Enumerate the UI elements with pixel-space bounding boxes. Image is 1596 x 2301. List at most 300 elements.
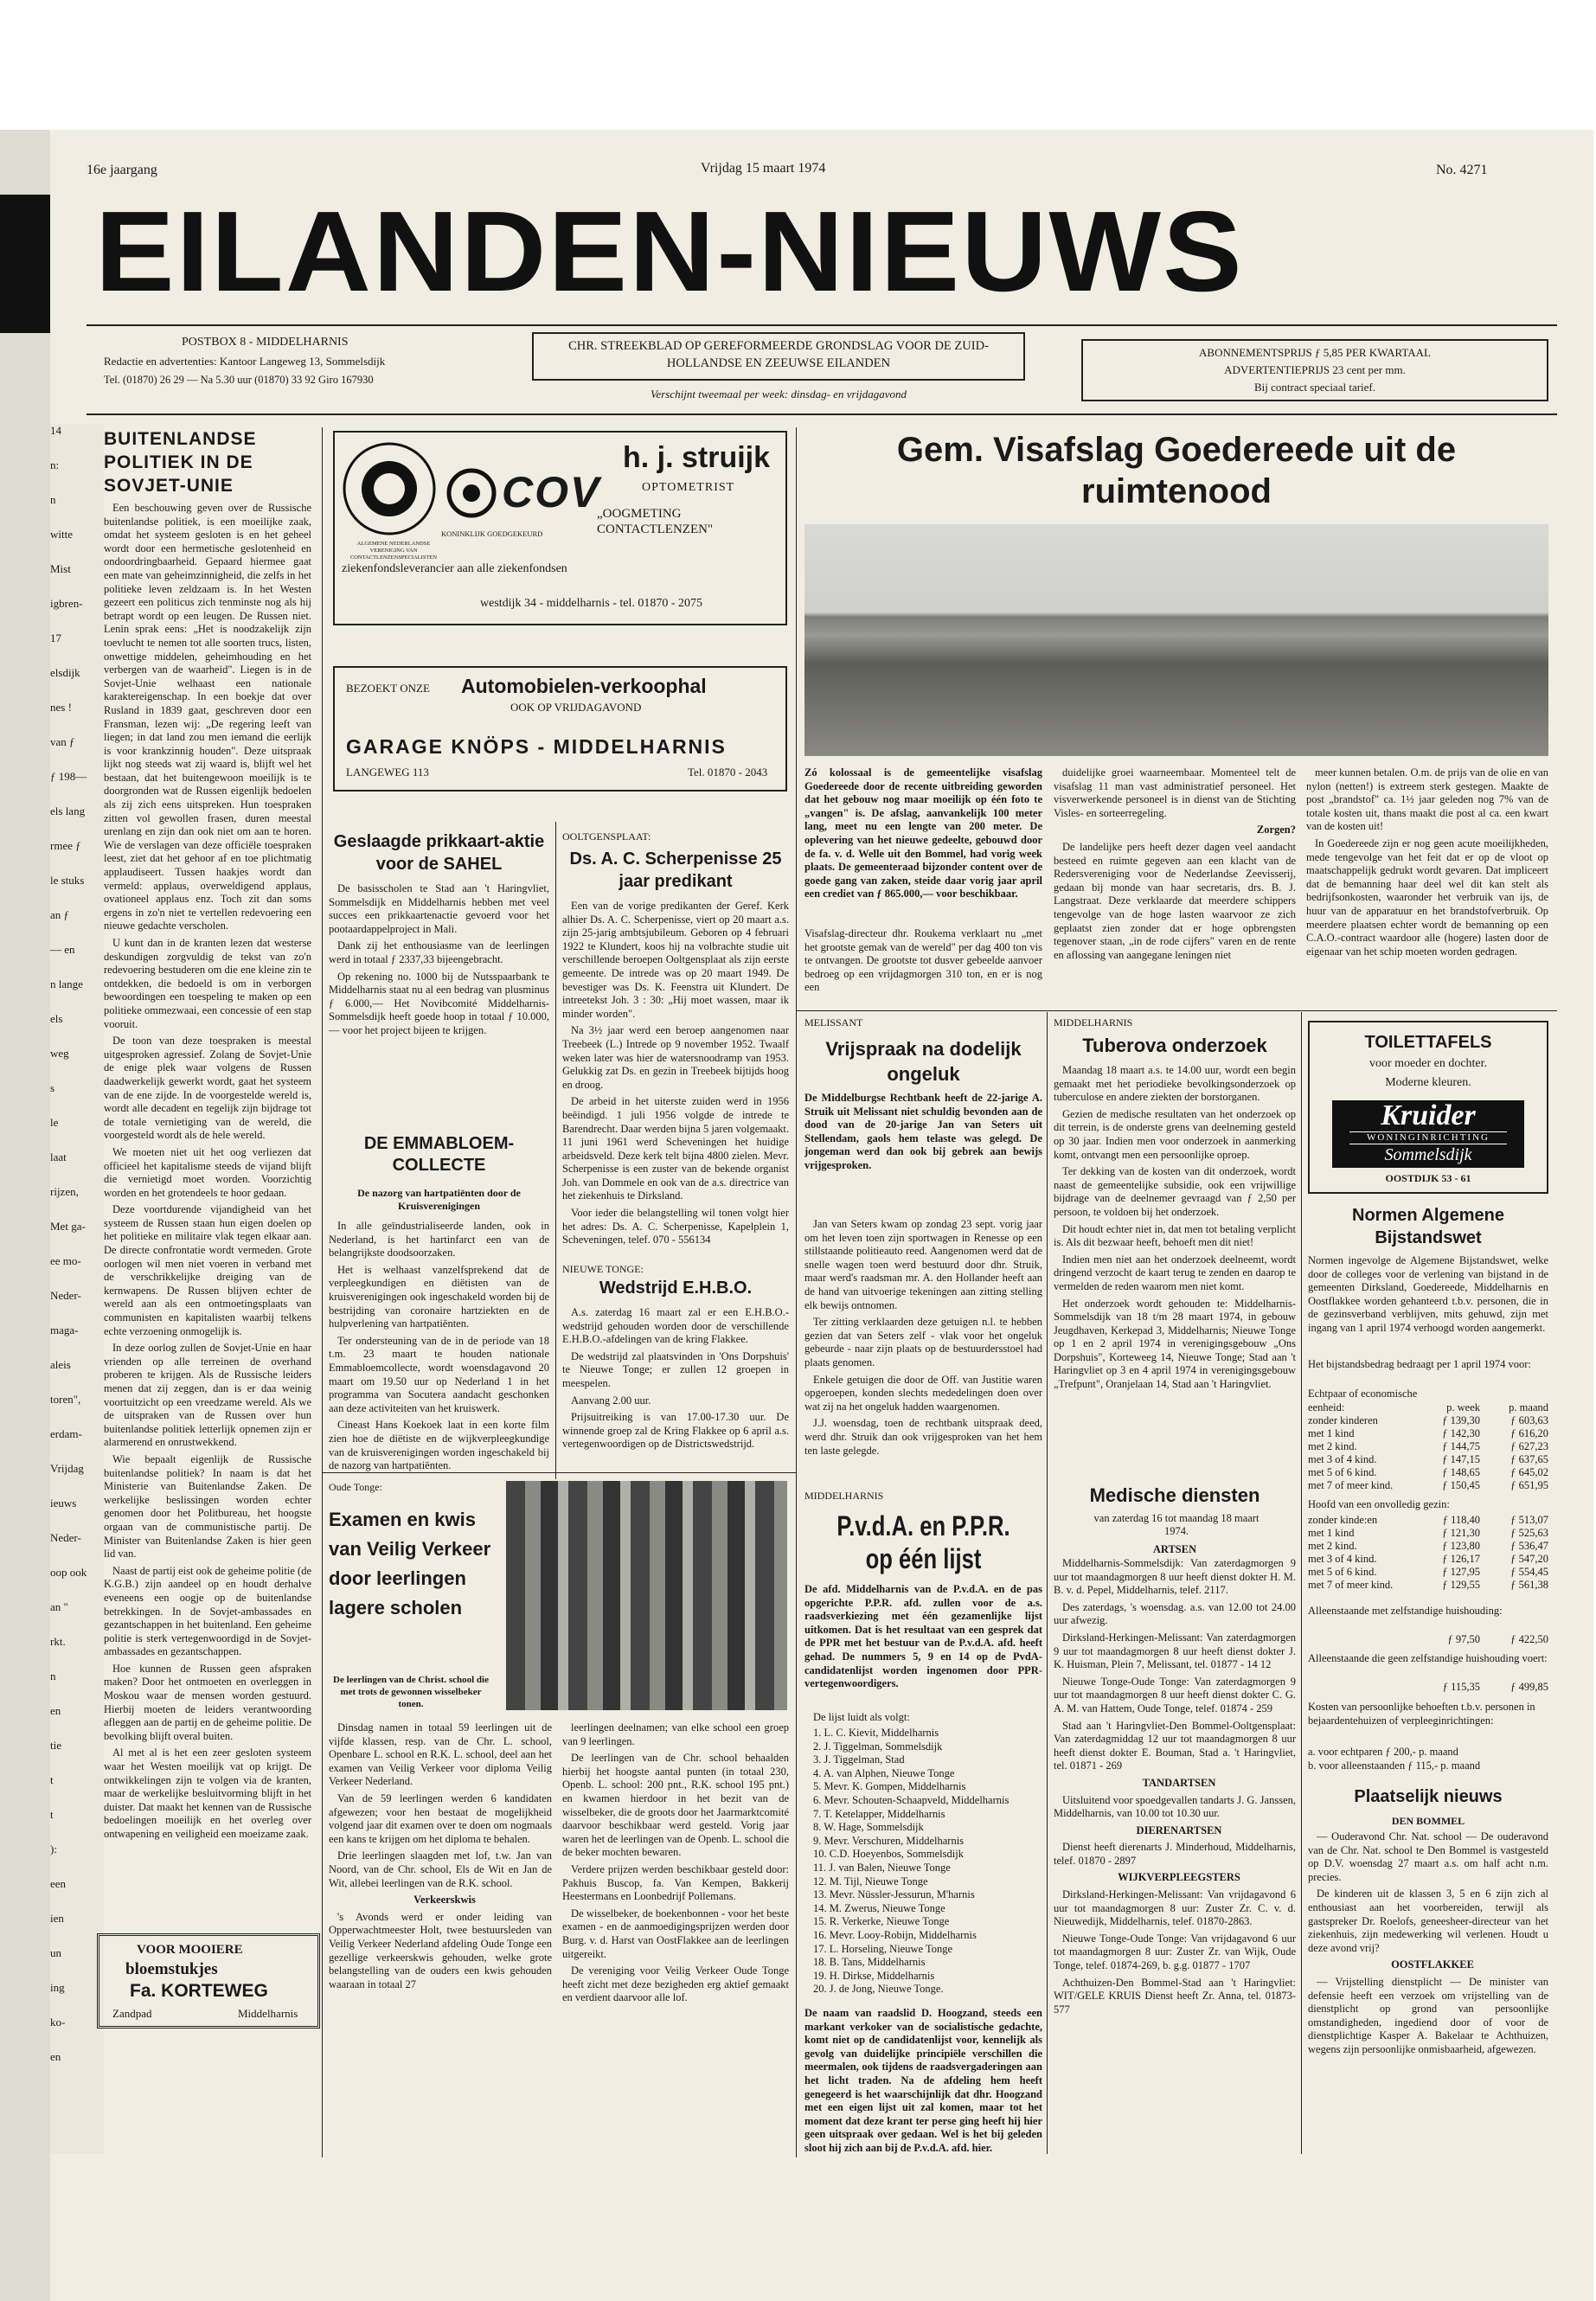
medische-period: van zaterdag 16 tot maandag 18 maart 1974.	[1093, 1512, 1259, 1537]
scherpenisse-p1: Een van de vorige predikanten der Geref. Kerk alhier Ds. A. C. Scherpenisse, viert op 20 maart a.s. zijn 25-jarig ambtsjubileum. Geboren op 4 februari 1922 te Klundert, koos hij na volbrachte studie uit verschillende beroepen Ooltgensplaat als zijn eerste gemeente. De intrede was op 20 maart 1949. De bevestiger was Ds. K. Feenstra uit Klundert. De intreetekst Joh. 3 : 30: „Hij moet wassen, maar ik minder worden".	[562, 900, 789, 1020]
visafslag-p1: Visafslag-directeur dhr. Roukema verklaart nu „met het grootste gemak van de wereld" per dag 400 ton vis te ontvangen. De grootste tot dusver gebeelde aanvoer bedroeg op een vrijdagmorgen 310 ton, en er is nog een	[804, 927, 1042, 994]
pvda-headline: P.v.d.A. en P.P.R. op één lijst	[836, 1510, 1010, 1574]
edge-fragment: rijzen,	[50, 1185, 79, 1198]
table-cell: ƒ 627,23	[1510, 1440, 1548, 1452]
bijstand-row-c	[1308, 1633, 1548, 1646]
postbox: POSTBOX 8 - MIDDELHARNIS	[182, 336, 349, 349]
table-cell: ƒ 118,40	[1442, 1514, 1480, 1526]
cov-logo-text: COV	[502, 468, 601, 516]
prikkaart-headline: Geslaagde prikkaart-aktie voor de SAHEL	[333, 832, 545, 874]
table-cell: ƒ 547,20	[1510, 1553, 1548, 1565]
edge-fragment: laat	[50, 1150, 67, 1163]
issue-date: Vrijdag 15 maart 1974	[701, 161, 826, 176]
kruider-address: OOSTDIJK 53 - 61	[1385, 1172, 1471, 1184]
list-item: 8. W. Hage, Sommelsdijk	[813, 1821, 924, 1834]
garage-name: GARAGE KNÖPS - MIDDELHARNIS	[346, 735, 727, 758]
table-cell: ƒ 422,50	[1510, 1633, 1548, 1645]
edge-fragment: ee mo-	[50, 1254, 81, 1267]
article1-p10: Al met al is het een zeer gesloten systeem waar het Westen moeilijk vat op krijgt. De ontwikkelingen zijn te volgen via de kranten, maar de werkelijke besluitvorming blijft in het duister. Dat maakt het kennen van de Russische bedoelingen moeilijk en het overleg over ontwapening en veiligheid een moeizame zaak.	[104, 1747, 311, 1840]
struijk-name: h. j. struijk	[623, 441, 771, 474]
medische-p4: Nieuwe Tonge-Oude Tonge: Van zaterdagmorgen 9 uur tot maandagmorgen 8 uur heeft dienst dokter C. G. A. M. van Hattem, Oude Tonge, telef. 01874 - 259	[1054, 1675, 1296, 1715]
table-row	[1308, 1540, 1548, 1553]
table-cell: ƒ 144,75	[1442, 1440, 1480, 1452]
table-row	[1308, 1633, 1548, 1646]
column-rule-1	[322, 427, 323, 2157]
garage-street: LANGEWEG 113	[346, 766, 429, 779]
visafslag-caption: Zó kolossaal is de gemeentelijke visafslag Goedereede door de recente uitbreiding geworden dat het gebouw nog maar moeilijk op één foto te „vangen" is. De afslag, aanvankelijk 100 meter lang, meet nu een lengte van 200 meter. De oplevering van het nieuwe gedeelte, gebouwd door de fa. v. d. Welle uit den Bommel, had vorig week plaats. De gemeenteraad bijzonder content over de goede gang van zaken, steide daar vorig jaar april een crediet van ƒ 865.000,— voor beschikbaar.	[804, 766, 1042, 901]
ehbo-p1: A.s. zaterdag 16 maart zal er een E.H.B.O.-wedstrijd gehouden worden door de verschillende E.H.B.O.-afdelingen van de kring Flakkee.	[562, 1306, 789, 1346]
medische-artsen: ARTSEN	[1152, 1543, 1197, 1555]
ehbo-p3: Aanvang 2.00 uur.	[571, 1394, 651, 1407]
ehbo-p4: Prijsuitreiking is van 17.00-17.30 uur. De winnende groep zal de Kring Flakkee op 6 april a.s. vertegenwoordigen op de Districtswedstrijd.	[562, 1411, 789, 1451]
vrijspraak-p3: Enkele getuigen die door de Off. van Justitie waren opgeroepen, konden slechts mededelingen doen over wat zij na het ongeluk hadden waargenomen.	[804, 1373, 1042, 1413]
binding-mark-top	[0, 195, 50, 333]
table-cell: ƒ 536,47	[1510, 1540, 1548, 1552]
edge-fragment: en	[50, 1704, 61, 1717]
issue-number: No. 4271	[1436, 163, 1488, 177]
plaatselijk-p2: De kinderen uit de klassen 3, 5 en 6 zijn zich al enthousiast aan het voorbereiden, terwijl als gastspreker Dr. Roelofs, geneesheer-directeur van het ziekenhuis, zijn medewerking wil verlenen. Houdt u deze avond vrij?	[1308, 1888, 1548, 1954]
tuberova-p3: Ter dekking van de kosten van dit onderzoek, wordt naast de gemeentelijke subsidie, ook een vrijwillige bijdrage van de deelnemer gevraagd van ƒ 2,50 per persoon, te voldoen bij het onderzoek.	[1054, 1165, 1296, 1218]
article1-p4: We moeten niet uit het oog verliezen dat officieel het kapitalisme steeds de vijand blijft die vernietigd moet worden. Voorzichtig worden en het grotendeels te hoor gedaan.	[104, 1145, 311, 1199]
vrijspraak-lead: De Middelburgse Rechtbank heeft de 22-jarige A. Struik uit Melissant niet schuldig bevonden aan de dood van de 20-jarige Jan van Seters uit Stellendam, gaols hem telaste was gelegd. De jongeman werd dan ook bij gebrek aan bewijs vrijgesproken.	[804, 1092, 1042, 1171]
examen-p10: De vereniging voor Veilig Verkeer Oude Tonge heeft zicht met deze bezigheden erg aktief gemaakt en verdient daarvoor alle lof.	[562, 1965, 789, 2004]
vrijspraak-p2: Ter zitting verklaarden deze getuigen n.l. te hebben gezien dat van Seters zelf - vlak voor het ongeluk gebeurde - naar zijn plaats op de bestuurdersstoel had plaats genomen.	[804, 1316, 1042, 1368]
list-item: 6. Mevr. Schouten-Schaapveld, Middelharnis	[813, 1793, 1010, 1806]
article1-p3: De toon van deze toespraken is meestal uitgesproken agressief. Zolang de Sovjet-Unie de enige plek waar volgens de Russen daadwerkelijk gewerkt wordt, gaat het systeem van de ene zijde. In de voorgestelde wereld is, wordt alle decadent en tegelijk zijn bijdrage tot de totale vernietiging van de wereld, die voorgesteld wordt als de hele wereld.	[104, 1035, 311, 1142]
edge-fragment: aleis	[50, 1358, 71, 1371]
article1-p9: Hoe kunnen de Russen geen afspraken maken? Door het ontmoeten en overleggen in Moskou waar de mensen worden gestuurd. Hierbij moeten de leiders verantwoording afleggen aan de partij en de geheime politie. De bevolking blijft overal buiten.	[104, 1662, 311, 1742]
kruider-town: Sommelsdijk	[1384, 1145, 1472, 1164]
visafslag-p4: meer kunnen betalen. O.m. de prijs van de olie en van nylon (netten!) is extreem sterk gestegen. Maakte de post „brandstof" ca. 1½ jaar geleden nog 7% van de totale kosten uit, thans maakt die post al ca. een kwart van de kosten uit!	[1306, 766, 1548, 833]
medische-body	[1054, 1557, 1296, 2154]
scherpenisse-body	[562, 900, 789, 1254]
struijk-title: OPTOMETRIST	[642, 481, 735, 494]
table-cell	[1308, 1681, 1412, 1694]
list-item: 9. Mevr. Verschuren, Middelharnis	[813, 1834, 965, 1847]
table-cell: ƒ 121,30	[1442, 1527, 1480, 1539]
visafslag-headline: Gem. Visafslag Goedereede uit de ruimtenood	[896, 431, 1457, 510]
table-cell: met 5 of 6 kind.	[1308, 1566, 1377, 1578]
column-rule-3	[555, 822, 556, 1479]
edge-fragment: maga-	[50, 1324, 79, 1336]
volume: 16e jaargang	[87, 163, 157, 177]
ehbo-headline: Wedstrijd E.H.B.O.	[599, 1279, 753, 1298]
table-cell: ƒ 129,55	[1442, 1579, 1480, 1591]
bijstand-section-d: Alleenstaande die geen zelfstandige huishouding voert:	[1308, 1652, 1548, 1664]
table-row	[1308, 1514, 1548, 1527]
struijk-fund: ziekenfondsleverancier aan alle ziekenfondsen	[342, 562, 567, 575]
table-row	[1308, 1579, 1548, 1592]
bijstand-row-e2: b. voor alleenstaanden ƒ 115,- p. maand	[1308, 1759, 1481, 1772]
table-cell: met 7 of meer kind.	[1308, 1479, 1394, 1491]
phone-line: Tel. (01870) 26 29 — Na 5.30 uur (01870) 33 92 Giro 167930	[104, 374, 374, 386]
medische-p5: Stad aan 't Haringvliet-Den Bommel-Ooltgensplaat: Van zaterdagmiddag 12 uur tot maandagmorgen 8 uur heeft dienst dokter E. Bouman, Stad a. 't Haringvliet, tel. 01871 - 269	[1054, 1719, 1296, 1772]
table-row	[1308, 1527, 1548, 1540]
garage-visit: BEZOEKT ONZE	[346, 682, 430, 695]
table-cell: ƒ 525,63	[1510, 1527, 1548, 1539]
table-cell: zonder kinderen	[1308, 1414, 1378, 1426]
edge-fragment: tie	[50, 1739, 61, 1752]
row-rule-1	[796, 1010, 1557, 1011]
vrijspraak-headline: Vrijspraak na dodelijk ongeluk	[825, 1038, 1022, 1085]
table-row	[1308, 1440, 1548, 1453]
plaatselijk-headline: Plaatselijk nieuws	[1354, 1787, 1503, 1806]
edge-fragment: Neder-	[50, 1531, 81, 1544]
edge-fragment: n	[50, 1670, 56, 1682]
visafslag-body-3	[1306, 766, 1548, 1009]
garage-phone: Tel. 01870 - 2043	[688, 766, 768, 779]
examen-p3: Drie leerlingen slaagden met lof, t.w. Jan van Noord, van de Chr. school, Els de Wit en Jan de Wit, allebei leerlingen van de R.K. school.	[329, 1849, 552, 1889]
edge-fragment: an "	[50, 1600, 68, 1613]
prikkaart-body	[329, 882, 549, 1142]
ad-korteweg-line2: bloemstukjes	[125, 1960, 218, 1978]
table-row	[1308, 1427, 1548, 1440]
visafslag-p5: In Goedereede zijn er nog geen acute moeilijkheden, mede tengevolge van het feit dat er op de vloot op maatschappelijk gedrukt wordt gevaren. Dat impliceert dat de bemanning haar deel wel dit kan stelt als bedrijfsonkosten, waaronder het verbruik van ijs, de huur van de apparatuur en het brandstofverbruik. Op meerdere plaatsen echter wordt de bemanning op een C.A.O.-contract waardoor alle (hogere) lasten door de eigenaar van het schip moeten worden gedragen.	[1306, 836, 1548, 958]
table-cell: ƒ 142,30	[1442, 1427, 1480, 1439]
table-cell: ƒ 651,95	[1510, 1479, 1548, 1491]
prikkaart-p2: Dank zij het enthousiasme van de leerlingen werd in totaal ƒ 2337,33 bijeengebracht.	[329, 939, 549, 965]
plaatselijk-p3: — Vrijstelling dienstplicht — De minister van defensie heeft een verzoek om vrijstelling van de dienstplicht op grond van persoonlijke omstandigheden, ingediend door of voor de dienstplichtige Kasper A. Bakelaar te Achthuizen, wegens zijn persoonlijke onmisbaarheid, afgewezen.	[1308, 1975, 1548, 2055]
table-header-cell: p. maand	[1509, 1401, 1548, 1413]
article1-p2: U kunt dan in de kranten lezen dat westerse deskundigen zorgvuldig de tekst van zo'n redevoering bestuderen om die ene kleine zin te ontdekken, die bedoeld is om in verborgen bewoordingen een toespeling te maken op een politieke ommezwaai, een concessie of een stap vooruit.	[104, 937, 311, 1030]
vrijspraak-p4: J.J. woensdag, toen de rechtbank uitspraak deed, werd dhr. Struik dan ook vrijgesproken van het hem ten laste gelegde.	[804, 1417, 1042, 1457]
examen-p9: De wisselbeker, de boekenbonnen - voor het beste examen - en de aanmoedigingsprijzen werden door Burg. v. d. Harst van OostFlakkee aan de leerlingen uitgereikt.	[562, 1907, 789, 1960]
table-cell: ƒ 561,38	[1510, 1579, 1548, 1591]
emmabloem-p4: Cineast Hans Koekoek laat in een korte film zien hoe de diëtiste en de wijkverpleegkundige van de kruisverenigingen worden ingeschakeld bij de nazorg van hartpatiënten.	[329, 1419, 549, 1472]
pvda-lead: De afd. Middelharnis van de P.v.d.A. en de pas opgerichte P.P.R. afd. zullen voor de a.s. raadsverkiezing met één gezamenlijke lijst uitkomen. Dat is het resultaat van een gesprek dat de PPR met het bestuur van de P.v.d.A. afd. heeft gehad. De nummers 5, 9 en 14 op de PvdA-candidatenlijst worden ingenomen door PPR-vertegenwoordigers.	[804, 1583, 1042, 1690]
list-item: 1. L. C. Kievit, Middelharnis	[813, 1727, 939, 1739]
edge-fragments	[50, 424, 104, 2154]
table-cell: met 1 kind	[1308, 1427, 1355, 1439]
table-cell: ƒ 513,07	[1510, 1514, 1548, 1526]
pvda-label: MIDDELHARNIS	[804, 1490, 884, 1502]
medische-p12: Nieuwe Tonge-Oude Tonge: Van vrijdagavond 6 uur tot maandagmorgen 8 uur: Zuster Zr. van Wijk, Oude Tonge, telef. 01874-269, b. g.g. 01877 - 1707	[1054, 1932, 1296, 1972]
examen-p8: Verdere prijzen werden beschikbaar gesteld door: Pakhuis Buscop, fa. Van Kempen, Bakkerij Heestermans en Loonbedrijf Pollemans.	[562, 1862, 789, 1903]
edge-fragment: oop ook	[50, 1566, 87, 1579]
medische-headline: Medische diensten	[1089, 1484, 1260, 1506]
article1-p1: Een beschouwing geven over de Russische buitenlandse politiek, is een moeilijke zaak, omdat het systeem gesloten is en het geheel wordt door een hermetische geslotenheid en ondoordringbaarheid. Gepaard hiermee gaat een mate van geheimzinnigheid, die zelfs in het politieke leven zeldzaam is. In het Westen gezeert een politicus zich tenminste nog als hij betrapt wordt op een leugen. De Russen niet. Lenin sprak eens: „Het is noodzakelijk zijn toevlucht te nemen tot alle soorten trucs, listen, onwettige middelen, geheimhouding en het verbergen van de waarheid". Liegen is in de Sovjet-Unie welhaast een nationale karaktereigenschap. In een boekje dat over Rusland in 1839 gaat, geschreven door een Fransman, lezen wij: „De regering leeft van liegen; in dat land zou men iemand die eerlijk is voor krankzinnig houden". Deze uitspraak lijkt nog steeds wat zij waard is, blijft wel het bestaan, dat het buitengewoon moeilijk is te doorgronden wat de Russen eigenlijk bedoelen als zij zich eens uitspreken. Hun toespraken zitten vol gewollen frasen, duren meestal urenlang en zijn dan ook niet om aan te horen. Wie de verslagen van deze officiële toespraken leest, ziet dat het gehoor af en toe plichtmatig applaudiseert. Tussen haakjes wordt dan vermeld: applaus, overweldigend applaus, ovationeel applaus enz. Toch zit dan soms ergens in zo'n niet te vertellen redevoering een nieuwe gedachte verscholen.	[104, 502, 311, 933]
bijstand-section-a: Echtpaar of economische eenheid:	[1308, 1388, 1418, 1413]
ad-korteweg-line1: VOOR MOOIERE	[137, 1943, 243, 1957]
examen-caption: De leerlingen van de Christ. school die met trots de gewonnen wisselbeker tonen.	[333, 1675, 489, 1709]
emmabloem-p3: Ter ondersteuning van de in de periode van 18 t.m. 23 maart te houden nationale Emmabloemcollecte, wordt woensdagavond 20 maart om 19.50 uur op Nederland 1 in het programma van Socutera aandacht geschonken aan deze activiteiten van het kruiswerk.	[329, 1334, 549, 1414]
medische-p9: Dienst heeft dierenarts J. Minderhoud, Middelharnis, telef. 01870 - 2897	[1054, 1841, 1296, 1867]
tuberova-p1: Maandag 18 maart a.s. te 14.00 uur, wordt een begin gemaakt met het periodieke bevolkingsonderzoek op tuberculose en andere ziekten der borstorganen.	[1054, 1064, 1296, 1104]
list-item: 19. H. Dirkse, Middelharnis	[813, 1969, 935, 1982]
table-row	[1308, 1453, 1548, 1466]
table-cell: ƒ 148,65	[1442, 1466, 1480, 1478]
ad-korteweg-town: Middelharnis	[238, 2007, 298, 2020]
tuberova-p4: Dit houdt echter niet in, dat men tot betaling verplicht is. Als dit bezwaar heeft, behoeft men dit niet!	[1054, 1222, 1296, 1249]
edge-fragment: elsdijk	[50, 666, 80, 679]
table-row	[1308, 1479, 1548, 1492]
edge-fragment: ƒ 198—	[50, 770, 87, 783]
list-item: 2. J. Tiggelman, Sommelsdijk	[813, 1740, 943, 1753]
examen-p7: De leerlingen van de Chr. school behaalden hierbij het hoogste aantal punten (in totaal 230, Openb. L. school: 200 pnt., R.K. school 195 pnt.) en kwamen hierdoor in het bezit van de wisselbeker, die de groots door het Jaarmarktcomité daarvoor beschikbaar werd gesteld. Vorig jaar waren het de leerlingen van de Openb. L. school die de beker mochten bewaren.	[562, 1752, 789, 1859]
masthead-rule	[87, 324, 1557, 326]
edge-fragment: an ƒ	[50, 908, 70, 921]
table-cell: met 3 of 4 kind.	[1308, 1553, 1377, 1565]
emmabloem-p1: In alle geïndustrialiseerde landen, ook in Nederland, is het hartinfarct een van de belangrijkste doodsoorzaken.	[329, 1220, 549, 1259]
emmabloem-body	[329, 1220, 549, 1479]
tuberova-label: MIDDELHARNIS	[1054, 1016, 1133, 1029]
edge-fragment: t	[50, 1773, 54, 1786]
examen-headline: Examen en kwis van Veilig Verkeer door leerlingen lagere scholen	[329, 1509, 491, 1618]
struijk-address: westdijk 34 - middelharnis - tel. 01870 - 2075	[480, 597, 703, 610]
table-cell: ƒ 139,30	[1442, 1414, 1480, 1426]
table-row	[1308, 1553, 1548, 1566]
visafslag-p2: duidelijke groei waarneembaar. Momenteel telt de visafslag 11 man vast administratief personeel. Het visverwerkende personeel is in dienst van de Stichting Visles- en sorteerregeling.	[1054, 766, 1296, 819]
edge-fragment: ing	[50, 1981, 65, 1994]
edge-fragment: le stuks	[50, 874, 85, 887]
scherpenisse-label: OOLTGENSPLAAT:	[562, 830, 651, 843]
table-header-cell: p. week	[1446, 1401, 1480, 1413]
edge-fragment: toren",	[50, 1393, 81, 1406]
list-item: 4. A. van Alphen, Nieuwe Tonge	[813, 1766, 955, 1779]
vrijspraak-p1: Jan van Seters kwam op zondag 23 sept. vorig jaar om het leven toen zijn sportwagen in Renesse op een stillstaande politieauto reed. Aangenomen werd dat de snelle wagen toen werd bestuurd door dhr. Struik, maar werd's raadsman mr. A. den Hollander heeft aan de hand van uitvoerige tekeningen aan zitting stelling elk bewijs ontnomen.	[804, 1218, 1042, 1311]
list-item: 13. Mevr. Nüssler-Jessurun, M'harnis	[813, 1888, 975, 1901]
scherpenisse-p2: Na 3½ jaar werd een beroep aangenomen naar Treebeek (L.) Intrede op 9 november 1952. Twaalf weken later was hier de watersnoodramp van 1953. Gelukkig zat Ds. en gezin in Treebeek bijtijds hoog en droog.	[562, 1024, 789, 1091]
edge-fragment: un	[50, 1946, 61, 1959]
table-cell: met 5 of 6 kind.	[1308, 1466, 1377, 1478]
article1-headline: BUITENLANDSE POLITIEK IN DE SOVJET-UNIE	[104, 429, 257, 496]
medische-p1: Middelharnis-Sommelsdijk: Van zaterdagmorgen 9 uur tot maandagmorgen 8 uur heeft dienst dokter H. M. B. v. d. Pepel, Middelharnis, telef. 2117.	[1054, 1557, 1296, 1597]
list-item: 20. J. de Jong, Nieuwe Tonge.	[813, 1983, 944, 1996]
examen-p5: 's Avonds werd er onder leiding van Opperwachtmeester Holt, twee bestuursleden van Veilig Verkeer Nederland afdeling Oude Tonge een gezellige verkeerskwis gehouden, welke grote belangstelling van de ouders een kwis gehouden waaraan in totaal 27	[329, 1910, 552, 1990]
table-cell: zonder kinde:en	[1308, 1514, 1378, 1526]
list-item: 12. M. Tijl, Nieuwe Tonge	[813, 1875, 928, 1888]
tuberova-body	[1054, 1064, 1296, 1471]
list-item: 10. C.D. Hoeyenbos, Sommelsdijk	[813, 1848, 964, 1861]
examen-p6: leerlingen deelnamen; van elke school een groep van 9 leerlingen.	[562, 1721, 789, 1747]
medische-tandartsen: TANDARTSEN	[1142, 1776, 1216, 1789]
toilettafels-title: TOILETTAFELS	[1364, 1033, 1492, 1052]
edge-fragment: t	[50, 1808, 54, 1821]
medische-dierenartsen: DIERENARTSEN	[1136, 1823, 1222, 1836]
scherpenisse-headline: Ds. A. C. Scherpenisse 25 jaar predikant	[569, 849, 782, 891]
edge-fragment: weg	[50, 1047, 69, 1060]
ehbo-body	[562, 1306, 789, 1479]
plaatselijk-p1: — Ouderavond Chr. Nat. school — De ouderavond van de Chr. Nat. school te Den Bommel is vastgesteld op D.V. woensdag 27 maart a.s. om half acht n.m. precies.	[1308, 1830, 1548, 1883]
list-item: 15. R. Verkerke, Nieuwe Tonge	[813, 1915, 950, 1928]
plaatselijk-sub2: OOSTFLAKKEE	[1391, 1958, 1474, 1971]
article1-p7: Wie bepaalt eigenlijk de Russische buitenlandse politiek? In naam is dat het Ministerie van Buitenlandse Zaken. De werkelijke beslissingen worden echter genomen door het Politbureau, het hoogste orgaan van de communistische partij. De Minister van Buitenlandse Zaken is hier geen lid van.	[104, 1452, 311, 1561]
pvda-list	[813, 1727, 1042, 1997]
bijstand-headline: Normen Algemene Bijstandswet	[1352, 1206, 1504, 1247]
table-row	[1308, 1466, 1548, 1479]
edge-fragment: nes !	[50, 701, 72, 714]
edge-fragment: 14	[50, 424, 61, 437]
examen-p4: Verkeerskwis	[413, 1894, 476, 1907]
frequency: Verschijnt tweemaal per week: dinsdag- en vrijdagavond	[650, 388, 907, 401]
plaatselijk-body	[1308, 1830, 1548, 2150]
bijstand-table-a	[1308, 1401, 1548, 1492]
table-cell: ƒ 616,20	[1510, 1427, 1548, 1439]
examen-body-2	[562, 1721, 789, 2067]
edge-fragment: Mist	[50, 562, 71, 575]
table-cell: ƒ 554,45	[1510, 1566, 1548, 1578]
table-cell: met 2 kind.	[1308, 1540, 1357, 1552]
medische-p7: Uitsluitend voor spoedgevallen tandarts J. G. Janssen, Middelharnis, van 10.00 tot 10.30 uur.	[1054, 1793, 1296, 1820]
table-cell: ƒ 645,02	[1510, 1466, 1548, 1478]
table-row	[1308, 1681, 1548, 1694]
table-cell: met 7 of meer kind.	[1308, 1579, 1394, 1591]
table-cell: met 1 kind	[1308, 1527, 1355, 1539]
list-item: 3. J. Tiggelman, Stad	[813, 1753, 905, 1766]
toilettafels-line1: voor moeder en dochter.	[1368, 1057, 1488, 1070]
list-item: 18. B. Tans, Middelharnis	[813, 1956, 926, 1969]
medische-p11: Dirksland-Herkingen-Melissant: Van vrijdagavond 6 uur tot maandagmorgen 8 uur: Zuster Zr. C. v. d. Nieuwedijk, Middelharnis, telef. 01870-2863.	[1054, 1888, 1296, 1928]
table-cell: ƒ 499,85	[1510, 1681, 1548, 1693]
edge-fragment: witte	[50, 528, 73, 541]
toilettafels-line2: Moderne kleuren.	[1385, 1076, 1471, 1089]
table-cell	[1308, 1633, 1412, 1646]
table-cell: ƒ 637,65	[1510, 1453, 1548, 1465]
examen-label: Oude Tonge:	[329, 1481, 382, 1493]
edge-fragment: erdam-	[50, 1427, 82, 1440]
seal-text: ALGEMENE NEDERLANDSE VERENIGING VAN CONTACTLENZENSPECIALISTEN	[349, 541, 438, 561]
masthead-rule-2	[87, 413, 1557, 415]
bijstand-row-e1: a. voor echtparen ƒ 200,- p. maand	[1308, 1746, 1458, 1758]
list-item: 16. Mevr. Looy-Robijn, Middelharnis	[813, 1928, 977, 1941]
article1-p5: Deze voortdurende vijandigheid van het systeem de Russen staan hun eigen doelen op het politieke en militaire vlak tegen elkaar aan. De directe confrontatie wordt vermeden. Grote oorlogen wil men niet voeren in verband met de verschrikkelijke dreiging van de kernwapens. De Russen blijven echter de wereld aan als een ontmoetingsplaats van communisten en kapitalisten waarbij telkens echte verzoening onmogelijk is.	[104, 1203, 311, 1337]
examen-p1: Dinsdag namen in totaal 59 leerlingen uit de vijfde klassen, resp. van de Chr. L. school, Openbare L. school en R.K. L. school, deel aan het examen van Veilig Verkeer voor diploma Veilig Verkeer Nederland.	[329, 1721, 552, 1788]
prikkaart-p3: Op rekening no. 1000 bij de Nutsspaarbank te Middelharnis staat nu al een bedrag van plusminus ƒ 6.000,— Het Novibcomité Middelharnis-Sommelsdijk heeft goede hoop in totaal ƒ 10.000,— voor het project bijeen te krijgen.	[329, 970, 549, 1036]
edge-fragment: ):	[50, 1843, 57, 1856]
edge-fragment: ien	[50, 1912, 64, 1925]
edge-fragment: rkt.	[50, 1635, 66, 1648]
bijstand-row-d	[1308, 1681, 1548, 1694]
table-row	[1308, 1414, 1548, 1427]
table-cell: ƒ 126,17	[1442, 1553, 1480, 1565]
kruider-logo	[1332, 1100, 1524, 1168]
emmabloem-headline: DE EMMABLOEM-COLLECTE	[363, 1134, 515, 1175]
edge-fragment: els lang	[50, 804, 86, 817]
vrijspraak-body	[804, 1218, 1042, 1477]
visafslag-photo	[804, 524, 1548, 756]
edge-fragment: rmee ƒ	[50, 839, 81, 852]
ehbo-label: NIEUWE TONGE:	[562, 1263, 644, 1275]
list-item: 5. Mevr. K. Gompen, Middelharnis	[813, 1780, 966, 1793]
list-item: 11. J. van Balen, Nieuwe Tonge	[813, 1861, 951, 1874]
bijstand-table-b	[1308, 1514, 1548, 1592]
table-cell: ƒ 127,95	[1442, 1566, 1480, 1578]
visafslag-p3: De landelijke pers heeft dezer dagen veel aandacht besteed en ruimte gegeven aan een klacht van de Redersvereniging voor de Nederlandse Zeevisserij, gedaan bij monde van haar secretaris, drs. B. J. Langstraat. Deze verklaarde dat meerdere schippers tengevolge van de hoge lasten waarvoor ze zich geplaatst zien zonder dat er hoge opbrengsten tegenover staan, „in de rode cijfers" varen en de rente en aflossing van aangegane leningen niet	[1054, 840, 1296, 961]
scherpenisse-p3: De arbeid in het uiterste zuiden werd in 1956 beëindigd. 1 juli 1956 volgde de intrede te Barendrecht. Daar werden bijna 5 jaren volgemaakt. 11 juni 1961 werd Scheveningen het huidige arbeidsveld. Deze kerk telt bijna 4800 zielen. Mevr. Scherpenisse is een zuster van de bekende organist Joh. van Dommele en ook van de a.s. directrice van het ziekenhuis te Dirksland.	[562, 1095, 789, 1202]
medische-p2: Des zaterdags, 's woensdag. a.s. van 12.00 tot 24.00 uur afwezig.	[1054, 1600, 1296, 1627]
edge-fragment: — en	[50, 943, 75, 956]
table-cell: ƒ 97,50	[1447, 1633, 1480, 1645]
list-item: 17. L. Horseling, Nieuwe Tonge	[813, 1942, 953, 1955]
ehbo-p2: De wedstrijd zal plaatsvinden in 'Ons Dorpshuis' te Nieuwe Tonge; er zullen 12 groepen in meespelen.	[562, 1349, 789, 1389]
ad-korteweg-street: Zandpad	[112, 2007, 152, 2020]
table-header-cell	[1308, 1401, 1412, 1414]
article1-p8: Naast de partij eist ook de geheime politie (de K.G.B.) zijn aandeel op en houdt derhalve eveneens een oogje op de buitenlandse betrekkingen. In de Sovjet-ambassades en gezantschappen in het buitenland. Een geheime politie is sterk vertegenwoordigd in de Sovjet-ambassades en gezantschappen.	[104, 1564, 311, 1658]
table-cell: ƒ 150,45	[1442, 1479, 1480, 1491]
examen-body	[329, 1721, 552, 2067]
kruider-brand-sub: WONINGINRICHTING	[1349, 1131, 1507, 1144]
edge-fragment: le	[50, 1116, 59, 1129]
table-header	[1308, 1401, 1548, 1414]
editorial-address: Redactie en advertenties: Kantoor Langeweg 13, Sommelsdijk	[104, 355, 386, 368]
table-cell: met 2 kind.	[1308, 1440, 1357, 1452]
prikkaart-p1: De basisscholen te Stad aan 't Haringvliet, Sommelsdijk en Middelharnis hebben met veel succes een prikkaartenactie gevoerd voor het pootaardappelproject in Mali.	[329, 882, 549, 935]
emmabloem-p2: Het is welhaast vanzelfsprekend dat de verpleegkundigen en diëtisten van de kruisverenigingen ook ingeschakeld worden bij de bestrijding van coronaire hartziekten en de hulpverlening van hartpatiënten.	[329, 1263, 549, 1330]
edge-fragment: Met ga-	[50, 1220, 86, 1233]
examen-p2: Van de 59 leerlingen werden 6 kandidaten afgewezen; voor hen bestaat de mogelijkheid volgend jaar dit examen over te doen om nogmaals een kans te krijgen om het diploma te behalen.	[329, 1791, 552, 1845]
edge-fragment: Vrijdag	[50, 1462, 84, 1475]
ad-korteweg-line3: Fa. KORTEWEG	[130, 1981, 268, 2001]
table-cell: ƒ 115,35	[1442, 1681, 1480, 1693]
edge-fragment: igbren-	[50, 597, 83, 610]
contract-rate: Bij contract speciaal tarief.	[1253, 381, 1376, 394]
subscription: ABONNEMENTSPRIJS ƒ 5,85 PER KWARTAAL	[1199, 346, 1431, 359]
article1-p6: In deze oorlog zullen de Sovjet-Unie en haar vrienden op alle terreinen de overhand proberen te krijgen. Als de Russische leiders menen dat zij zeggen, dan is er daa weinig voortuitzicht op een vreedzame wereld. Als we de uitspraken van de Russen over hun buitenlandse politiek letterlijk opnemen zijn er alarmerend en onrustwekkend.	[104, 1342, 311, 1449]
tuberova-p5: Indien men niet aan het onderzoek deelneemt, wordt dringend verzocht de kaart terug te zenden en daarop te vermelden de reden waarom men niet komt.	[1054, 1253, 1296, 1292]
medische-p3: Dirksland-Herkingen-Melissant: Van zaterdagmorgen 9 uur tot maandagmorgen 8 uur heeft dienst dokter J. K. Huisman, Plein 7, Melissant, tel. 01877 - 14 12	[1054, 1631, 1296, 1671]
struijk-services: „OOGMETING CONTACTLENZEN"	[597, 507, 714, 536]
binding-spine	[0, 130, 50, 2301]
ad-price: ADVERTENTIEPRIJS 23 cent per mm.	[1224, 363, 1406, 376]
contactlens-seal-icon	[342, 441, 437, 536]
bijstand-section-e: Kosten van persoonlijke behoeften t.b.v. personen in bejaardentehuizen of verpleeginrichtingen:	[1308, 1701, 1535, 1727]
column-rule-2	[796, 427, 797, 2157]
row-rule-2	[322, 1472, 796, 1473]
garage-open: OOK OP VRIJDAGAVOND	[510, 701, 642, 714]
edge-fragment: n:	[50, 458, 60, 471]
pvda-intro: De lijst luidt als volgt:	[813, 1711, 910, 1723]
list-item: 7. T. Ketelapper, Middelharnis	[813, 1807, 945, 1820]
article1-body	[104, 502, 311, 1912]
table-cell: ƒ 603,63	[1510, 1414, 1548, 1426]
bijstand-intro: Normen ingevolge de Algemene Bijstandswet, welke door de colleges voor de verlening van bijstand in de gemeenten Dirksland, Goedereede, Middelharnis en Oostflakkee worden gehanteerd t.b.v. personen, die in de gezinsverband verblijven, mits gehuwd, zijn met ingang van 1 april 1974 verhoogd worden aangemerkt.	[1308, 1254, 1548, 1334]
bijstand-section-b: Hoofd van een onvolledig gezin:	[1308, 1498, 1450, 1510]
scherpenisse-p4: Voor ieder die belangstelling wil tonen volgt hier het adres: Ds. A. C. Scherpenisse, Kapelplein 1, Scheveningen, telef. 070 - 556134	[562, 1207, 789, 1247]
tuberova-headline: Tuberova onderzoek	[1082, 1035, 1267, 1056]
masthead-title: EILANDEN-NIEUWS	[95, 188, 1244, 315]
garage-title: Automobielen-verkoophal	[461, 675, 707, 697]
edge-fragment: en	[50, 2050, 61, 2063]
tagline: CHR. STREEKBLAD OP GEREFORMEERDE GRONDSLAG VOOR DE ZUID-HOLLANDSE EN ZEEUWSE EILANDEN	[568, 339, 989, 370]
table-row	[1308, 1566, 1548, 1579]
cov-subtext: KONINKLIJK GOEDGEKEURD	[441, 529, 543, 538]
table-cell: ƒ 147,15	[1442, 1453, 1480, 1465]
column-rule-5	[1301, 1012, 1302, 2154]
school-children-photo	[506, 1481, 787, 1710]
edge-fragment: ieuws	[50, 1497, 77, 1509]
edge-fragment: els	[50, 1012, 63, 1025]
vrijspraak-label: MELISSANT	[804, 1016, 863, 1029]
edge-fragment: s	[50, 1081, 55, 1094]
bijstand-basis: Het bijstandsbedrag bedraagt per 1 april 1974 voor:	[1308, 1358, 1531, 1370]
pvda-closing: De naam van raadslid D. Hoogzand, steeds een markant verkoker van de socialistische gedachte, komt niet op de candidatenlijst voor, kennelijk als gevolg van duidelijke principiële verschillen die meermalen, ook tijdens de raadsvergaderingen aan het licht traden. Na de afdeling hem heeft genegeerd is het waarschijnlijk dat dhr. Hoogzand met een eigen lijst uit zal komen, maar tot het moment dat deze krant ter perse ging heeft hij hier geen uitspraak over gedaan. Wel is het bij geleden sloot hij zich aan bij de P.v.d.A. afd. hier.	[804, 2007, 1042, 2154]
bijstand-section-c: Alleenstaande met zelfstandige huishouding:	[1308, 1605, 1503, 1617]
table-cell: met 3 of 4 kind.	[1308, 1453, 1377, 1465]
edge-fragment: van ƒ	[50, 735, 75, 748]
table-cell: ƒ 123,80	[1442, 1540, 1480, 1552]
edge-fragment: n lange	[50, 977, 83, 990]
edge-fragment: n	[50, 493, 56, 506]
plaatselijk-sub1: DEN BOMMEL	[1391, 1815, 1465, 1827]
edge-fragment: Neder-	[50, 1289, 81, 1302]
medische-p13: Achthuizen-Den Bommel-Stad aan 't Haringvliet: WIT/GELE KRUIS Dienst heeft Zr. Anna, tel. 01873-577	[1054, 1976, 1296, 2016]
visafslag-body-2	[1054, 766, 1296, 1009]
list-item: 14. M. Zwerus, Nieuwe Tonge	[813, 1901, 945, 1914]
emmabloem-sub: De nazorg van hartpatiënten door de Kruisverenigingen	[357, 1187, 521, 1212]
kruider-brand: Kruider	[1381, 1099, 1476, 1131]
visafslag-zorgen: Zorgen?	[1256, 824, 1296, 836]
medische-wijk: WIJKVERPLEEGSTERS	[1118, 1871, 1240, 1884]
